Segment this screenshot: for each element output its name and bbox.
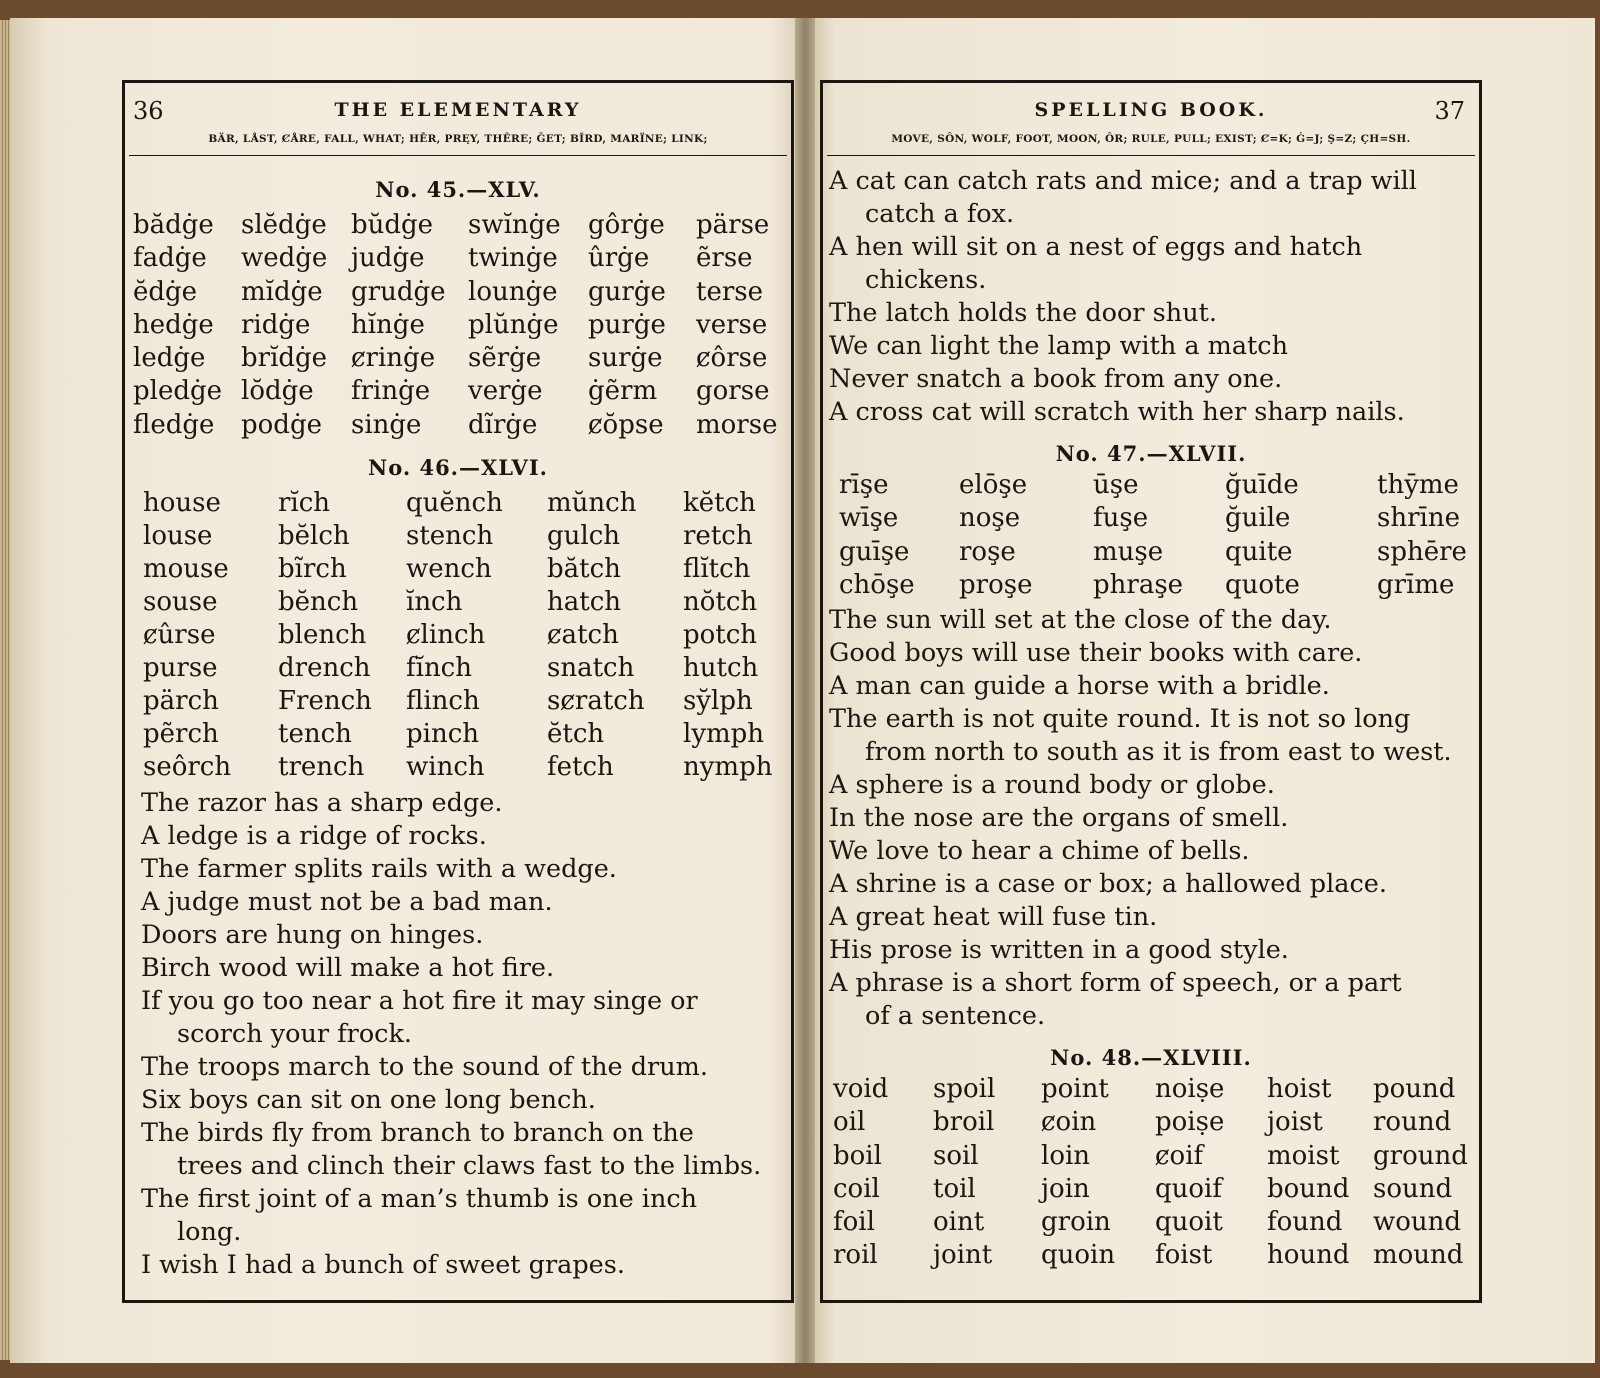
spelling-word: gôrġe	[588, 210, 665, 240]
sentence-line: of a sentence.	[865, 1001, 1046, 1031]
spelling-word: join	[1041, 1173, 1090, 1204]
spelling-word: sphēre	[1377, 536, 1467, 567]
lesson-47-heading: No. 47.—XLVII.	[1055, 441, 1247, 466]
spelling-word: flĭtch	[683, 554, 751, 584]
spelling-word: ūşe	[1093, 470, 1139, 500]
spelling-word: hoist	[1267, 1074, 1332, 1104]
left-page-frame	[122, 80, 794, 1303]
spelling-word: ȼrinġe	[351, 343, 436, 374]
spelling-word: quoit	[1155, 1207, 1223, 1238]
spelling-word: hound	[1267, 1240, 1350, 1271]
spelling-word: ẽrse	[696, 243, 753, 274]
spelling-word: lŏdġe	[241, 376, 314, 407]
spelling-word: bĕlch	[278, 521, 350, 551]
spelling-word: drench	[278, 653, 371, 683]
sentence-line: Doors are hung on hinges.	[141, 920, 484, 950]
sentence-line: His prose is written in a good style.	[829, 935, 1289, 965]
spelling-word: wench	[406, 554, 492, 584]
spelling-word: mouse	[143, 554, 229, 584]
spelling-word: louse	[143, 521, 213, 551]
spelling-word: hedġe	[133, 309, 214, 340]
lesson-46-heading: No. 46.—XLVI.	[368, 455, 548, 480]
spelling-word: ȼatch	[547, 620, 619, 650]
spelling-word: pinch	[406, 719, 480, 749]
spelling-word: phraşe	[1093, 569, 1184, 600]
spelling-word: ĭnch	[406, 587, 463, 617]
spelling-word: kĕtch	[683, 488, 756, 518]
spelling-word: grudġe	[351, 276, 446, 307]
sentence-line: The razor has a sharp edge.	[141, 788, 503, 818]
left-running-title: THE ELEMENTARY	[334, 99, 582, 121]
sentence-line: A great heat will fuse tin.	[829, 902, 1158, 932]
spelling-word: ĕdġe	[133, 276, 198, 307]
spelling-word: spoil	[933, 1074, 996, 1104]
spelling-word: ġẽrm	[588, 376, 658, 407]
spelling-word: hutch	[683, 653, 759, 683]
sentence-line: The birds fly from branch to branch on the	[141, 1118, 694, 1148]
spelling-word: seôrch	[143, 752, 232, 782]
sentence-line: The latch holds the door shut.	[829, 298, 1217, 328]
spelling-word: judġe	[351, 243, 425, 274]
sentence-line: Never snatch a book from any one.	[829, 364, 1283, 394]
spelling-word: French	[278, 686, 372, 716]
spelling-word: groin	[1041, 1207, 1111, 1238]
spelling-word: quoif	[1155, 1173, 1222, 1204]
spelling-word: twinġe	[468, 243, 558, 274]
spelling-word: sy̆lph	[683, 686, 753, 716]
sentence-line: I wish I had a bunch of sweet grapes.	[141, 1250, 625, 1280]
spelling-word: sẽrġe	[468, 343, 542, 374]
spelling-word: guīşe	[839, 536, 910, 567]
spelling-word: ground	[1373, 1140, 1468, 1171]
sentence-line: A man can guide a horse with a bridle.	[829, 671, 1330, 701]
spelling-word: foil	[833, 1207, 875, 1238]
left-sentences	[141, 787, 761, 1282]
spelling-word: ridġe	[241, 309, 311, 340]
sentence-line: We can light the lamp with a match	[829, 331, 1288, 361]
spelling-word: quĕnch	[406, 488, 503, 518]
spelling-word: pẽrch	[143, 719, 219, 749]
spelling-word: mŭnch	[547, 488, 637, 518]
spelling-word: pledġe	[133, 376, 223, 407]
spelling-word: snatch	[547, 653, 635, 683]
spelling-word: frinġe	[351, 376, 431, 407]
left-header-rule	[129, 155, 787, 156]
spelling-word: ğuīde	[1225, 470, 1299, 500]
spelling-word: bŭdġe	[351, 210, 434, 240]
right-running-title: SPELLING BOOK.	[1034, 99, 1268, 121]
spelling-word: boil	[833, 1140, 882, 1171]
spelling-word: retch	[683, 521, 753, 551]
sentence-line: A judge must not be a bad man.	[141, 887, 553, 917]
spelling-word: morse	[696, 409, 778, 440]
spelling-word: sȼratch	[547, 686, 645, 716]
spelling-word: sinġe	[351, 409, 422, 440]
spelling-word: oint	[933, 1207, 985, 1238]
spelling-word: surġe	[588, 343, 663, 374]
sentence-line: A phrase is a short form of speech, or a part	[829, 968, 1402, 998]
spelling-word: slĕdġe	[241, 210, 327, 240]
sentence-line: If you go too near a hot fire it may singe or	[141, 986, 698, 1016]
spelling-word: oil	[833, 1107, 866, 1138]
spelling-word: wedġe	[241, 243, 328, 274]
spelling-word: nymph	[683, 752, 773, 782]
spelling-word: bĩrch	[278, 554, 347, 584]
spelling-word: ȼŏpse	[588, 409, 664, 440]
spelling-word: fetch	[547, 752, 614, 782]
sentence-line: long.	[177, 1217, 242, 1247]
sentence-line: We love to hear a chime of bells.	[829, 836, 1250, 866]
spelling-word: lounġe	[468, 276, 558, 307]
spelling-word: gurġe	[588, 276, 666, 307]
spelling-word: ûrġe	[588, 243, 650, 274]
spelling-word: rĭch	[278, 488, 331, 518]
spelling-word: ȼoin	[1041, 1107, 1097, 1138]
spelling-word: grīme	[1377, 569, 1455, 600]
spelling-word: ȼûrse	[143, 620, 216, 650]
sentence-line: The sun will set at the close of the day.	[829, 605, 1332, 635]
spelling-word: sound	[1373, 1173, 1453, 1204]
spelling-word: trench	[278, 752, 365, 782]
spelling-word: nŏtch	[683, 587, 758, 617]
spelling-word: ȼoif	[1155, 1140, 1204, 1171]
left-page-number: 36	[133, 97, 164, 125]
spelling-word: verse	[696, 309, 768, 340]
sentence-line: The farmer splits rails with a wedge.	[141, 854, 617, 884]
spelling-word: void	[833, 1074, 889, 1104]
lesson-47-word-table	[839, 469, 1479, 602]
spelling-word: foist	[1155, 1240, 1213, 1271]
spelling-word: coil	[833, 1173, 880, 1204]
sentence-line: Birch wood will make a hot fire.	[141, 953, 555, 983]
spelling-word: potch	[683, 620, 758, 650]
spelling-word: hatch	[547, 587, 622, 617]
spelling-word: fĭnch	[406, 653, 472, 683]
right-page-frame	[820, 80, 1482, 1303]
spelling-word: house	[143, 488, 221, 518]
spelling-word: quite	[1225, 536, 1293, 567]
spelling-word: gulch	[547, 521, 621, 551]
right-header-rule	[827, 155, 1475, 156]
spelling-word: bound	[1267, 1173, 1350, 1204]
spelling-word: noiṣe	[1155, 1074, 1225, 1104]
spelling-word: hĭnġe	[351, 309, 425, 340]
spelling-word: elōşe	[959, 470, 1028, 500]
spelling-word: souse	[143, 587, 218, 617]
spelling-word: bĕnch	[278, 587, 359, 617]
spelling-word: bădġe	[133, 210, 214, 240]
lesson-48-word-table	[833, 1073, 1473, 1273]
sentence-line: In the nose are the organs of smell.	[829, 803, 1289, 833]
spelling-word: wīşe	[839, 503, 899, 534]
sentence-line: The earth is not quite round. It is not so long	[829, 704, 1411, 734]
spelling-word: shrīne	[1377, 503, 1460, 534]
sentence-line: catch a fox.	[865, 199, 1015, 229]
spelling-word: gorse	[696, 376, 770, 407]
spelling-word: purġe	[588, 309, 666, 340]
spelling-word: found	[1267, 1207, 1343, 1238]
sentence-line: Good boys will use their books with care.	[829, 638, 1363, 668]
spelling-word: joist	[1267, 1107, 1323, 1138]
left-page-header	[125, 83, 791, 129]
sentence-line: from north to south as it is from east to west.	[865, 737, 1452, 767]
lesson-46-word-table	[143, 487, 783, 784]
sentence-line: A ledge is a ridge of rocks.	[141, 821, 487, 851]
left-pronunciation-key: BÄR, LÅST, ȻÅRE, FALL, WHAT; HĒR, PRĘY, THÊRE; ĞET; BĬRD, MARÏNE; LINK;	[208, 133, 708, 145]
spelling-word: point	[1041, 1074, 1109, 1104]
spelling-word: round	[1373, 1107, 1452, 1138]
spelling-word: mĭdġe	[241, 276, 323, 307]
spelling-word: pärse	[696, 210, 770, 240]
spelling-word: dĩrġe	[468, 409, 538, 440]
sentence-line: trees and clinch their claws fast to the limbs.	[177, 1151, 762, 1181]
spelling-word: ĕtch	[547, 719, 605, 749]
spelling-word: pärch	[143, 686, 219, 716]
spelling-word: verġe	[468, 376, 543, 407]
book-gutter	[795, 18, 815, 1363]
spelling-word: ȼlinch	[406, 620, 486, 650]
spelling-word: loin	[1041, 1140, 1091, 1171]
spelling-word: roil	[833, 1240, 878, 1271]
spelling-word: winch	[406, 752, 485, 782]
spelling-word: proşe	[959, 569, 1033, 600]
spelling-word: flinch	[406, 686, 480, 716]
spelling-word: pound	[1373, 1074, 1456, 1104]
spelling-word: fuşe	[1093, 503, 1149, 534]
spelling-word: tench	[278, 719, 352, 749]
spelling-word: brĭdġe	[241, 343, 328, 374]
spelling-word: purse	[143, 653, 218, 683]
spelling-word: broil	[933, 1107, 995, 1138]
spelling-word: fledġe	[133, 409, 215, 440]
spelling-word: toil	[933, 1173, 976, 1204]
sentence-line: scorch your frock.	[177, 1019, 413, 1049]
spelling-word: swĭnġe	[468, 210, 561, 240]
sentence-line: A cat can catch rats and mice; and a trap will	[829, 166, 1417, 196]
spelling-word: quoin	[1041, 1240, 1116, 1271]
sentence-line: A sphere is a round body or globe.	[829, 770, 1275, 800]
sentence-line: A cross cat will scratch with her sharp nails.	[829, 397, 1405, 427]
sentence-line: The first joint of a man’s thumb is one inch	[141, 1184, 698, 1214]
lesson-45-word-table	[133, 209, 783, 442]
spelling-word: lymph	[683, 719, 765, 749]
spelling-word: chōşe	[839, 569, 915, 600]
spelling-word: ȼôrse	[696, 343, 768, 374]
spelling-word: muşe	[1093, 536, 1164, 567]
spelling-word: blench	[278, 620, 367, 650]
right-page-header	[823, 83, 1479, 129]
spelling-word: stench	[406, 521, 494, 551]
spelling-word: mound	[1373, 1240, 1464, 1271]
sentence-line: Six boys can sit on one long bench.	[141, 1085, 596, 1115]
spelling-word: ledġe	[133, 343, 206, 374]
spelling-word: rīşe	[839, 470, 889, 500]
spelling-word: quote	[1225, 569, 1300, 600]
spelling-word: joint	[933, 1240, 993, 1271]
sentence-line: A shrine is a case or box; a hallowed place.	[829, 869, 1387, 899]
spelling-word: noşe	[959, 503, 1021, 534]
right-pronunciation-key: MOVE, SÔN, WOLF, FOOT, MOON, ÔR; RULE, PULL; EXIST; Ȼ=K; Ġ=J; Ş=Z; ÇH=SH.	[891, 133, 1411, 145]
spelling-word: terse	[696, 276, 763, 307]
sentence-line: A hen will sit on a nest of eggs and hatch	[829, 232, 1363, 262]
lesson-48-heading: No. 48.—XLVIII.	[1050, 1045, 1252, 1070]
spelling-word: roşe	[959, 536, 1016, 567]
sentence-line: chickens.	[865, 265, 987, 295]
spelling-word: podġe	[241, 409, 322, 440]
spelling-word: poiṣe	[1155, 1107, 1225, 1138]
spelling-word: wound	[1373, 1207, 1462, 1238]
spelling-word: ğuile	[1225, 503, 1291, 534]
lesson-45-heading: No. 45.—XLV.	[375, 177, 541, 202]
right-sentences-top	[829, 165, 1417, 429]
spelling-word: moist	[1267, 1140, 1340, 1171]
spelling-word: thȳme	[1377, 470, 1459, 500]
spelling-word: soil	[933, 1140, 979, 1171]
spelling-word: fadġe	[133, 243, 207, 274]
spelling-word: plŭnġe	[468, 309, 559, 340]
spelling-word: bătch	[547, 554, 621, 584]
right-sentences-middle	[829, 604, 1452, 1033]
right-page-number: 37	[1434, 97, 1465, 125]
sentence-line: The troops march to the sound of the drum.	[141, 1052, 708, 1082]
